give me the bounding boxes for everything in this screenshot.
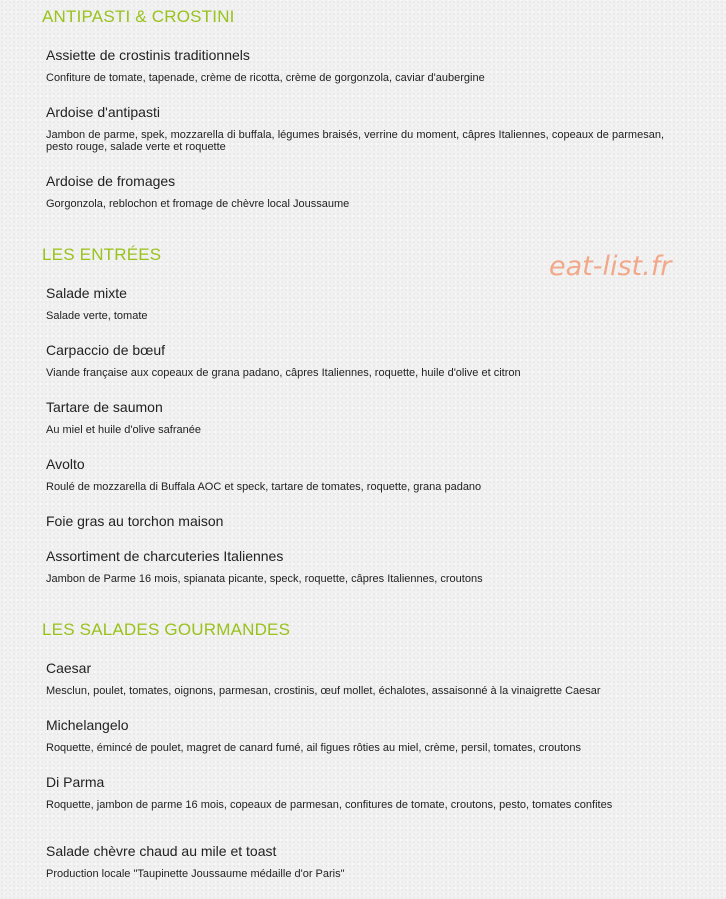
item-name: Carpaccio de bœuf bbox=[46, 342, 166, 358]
item-description: Jambon de parme, spek, mozzarella di buffala, légumes braisés, verrine du moment, câpres Italiennes, copeaux de parmesan, pesto rouge, salade verte et roquette bbox=[46, 129, 664, 153]
item-name: Salade chèvre chaud au mile et toast bbox=[46, 843, 277, 859]
item-name: Ardoise d'antipasti bbox=[46, 104, 160, 120]
item-description: Roquette, émincé de poulet, magret de canard fumé, ail figues rôties au miel, crème, persil, tomates, croutons bbox=[46, 742, 581, 754]
item-description: Roquette, jambon de parme 16 mois, copeaux de parmesan, confitures de tomate, croutons, pesto, tomates confites bbox=[46, 799, 613, 811]
item-name: Assiette de crostinis traditionnels bbox=[46, 47, 250, 63]
item-name: Ardoise de fromages bbox=[46, 173, 176, 189]
item-description: Viande française aux copeaux de grana padano, câpres Italiennes, roquette, huile d'olive et citron bbox=[46, 367, 521, 379]
section-title-antipasti: ANTIPASTI & CROSTINI bbox=[42, 7, 235, 26]
section-title-salades: LES SALADES GOURMANDES bbox=[42, 620, 291, 639]
item-description: Gorgonzola, reblochon et fromage de chèvre local Joussaume bbox=[46, 198, 350, 210]
item-name: Michelangelo bbox=[46, 717, 129, 733]
watermark-logo: eat-list.fr bbox=[549, 251, 672, 282]
item-name: Di Parma bbox=[46, 774, 105, 790]
item-name: Salade mixte bbox=[46, 285, 127, 301]
item-name: Foie gras au torchon maison bbox=[46, 513, 224, 529]
item-description: Production locale "Taupinette Joussaume médaille d'or Paris" bbox=[46, 868, 345, 880]
item-name: Assortiment de charcuteries Italiennes bbox=[46, 548, 284, 564]
item-description: Mesclun, poulet, tomates, oignons, parmesan, crostinis, œuf mollet, échalotes, assaisonné à la vinaigrette Caesar bbox=[46, 685, 601, 697]
item-description: Au miel et huile d'olive safranée bbox=[46, 424, 201, 436]
item-description: Roulé de mozzarella di Buffala AOC et speck, tartare de tomates, roquette, grana padano bbox=[46, 481, 482, 493]
item-name: Caesar bbox=[46, 660, 92, 676]
item-name: Avolto bbox=[46, 456, 85, 472]
item-description: Jambon de Parme 16 mois, spianata picante, speck, roquette, câpres Italiennes, croutons bbox=[46, 573, 483, 585]
item-description: Salade verte, tomate bbox=[46, 310, 148, 322]
section-title-entrees: LES ENTRÉES bbox=[42, 245, 162, 264]
item-name: Tartare de saumon bbox=[46, 399, 163, 415]
item-description: Confiture de tomate, tapenade, crème de ricotta, crème de gorgonzola, caviar d'aubergine bbox=[46, 72, 485, 84]
